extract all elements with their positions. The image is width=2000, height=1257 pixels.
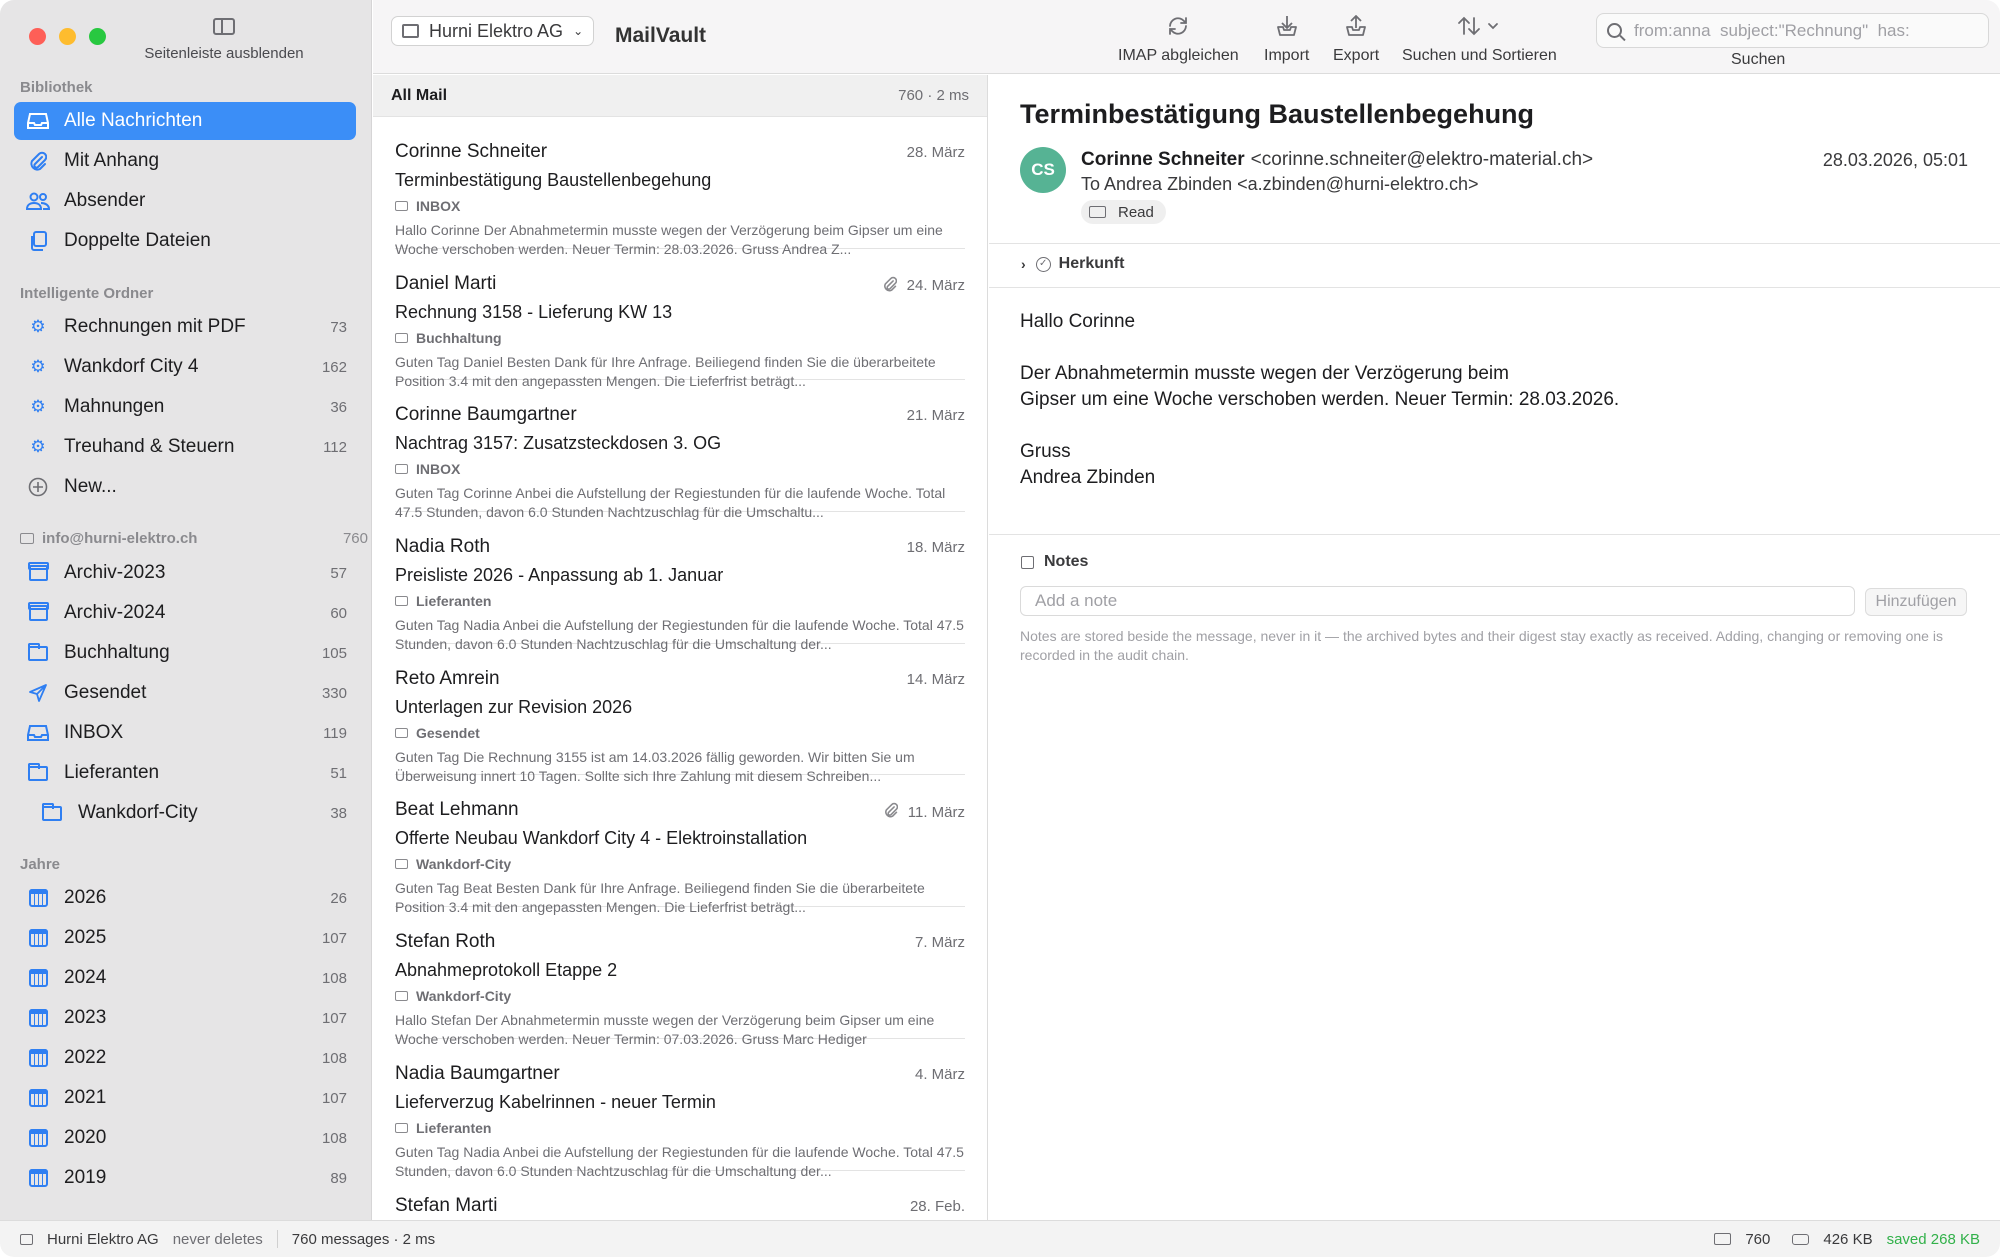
folder-archiv-2023[interactable] xyxy=(14,554,356,592)
smart-folder-gear-icon: ⚙ xyxy=(30,437,46,456)
folder-label: Archiv-2023 xyxy=(64,562,166,583)
sender-name: Corinne Schneiter xyxy=(1081,149,1245,170)
status-saved: saved 268 KB xyxy=(1886,1230,1980,1248)
year-count: 107 xyxy=(321,929,347,947)
message-sender: Corinne Schneiter xyxy=(395,141,548,162)
folder-icon xyxy=(26,643,50,663)
folder-tray-icon xyxy=(395,859,408,869)
message-date: 21. März xyxy=(906,407,965,425)
section-title-account xyxy=(20,530,368,547)
calendar-icon xyxy=(26,888,50,908)
message-subject: Abnahmeprotokoll Etappe 2 xyxy=(395,960,618,981)
message-sender: Stefan Marti xyxy=(395,1194,498,1216)
message-preview: Guten Tag Nadia Anbei die Aufstellung der Regiestunden für die laufende Woche. Total 47.5 Stunden, davon 6.0 Stunden Nachtzuschlag für die Umschaltung der... xyxy=(395,617,964,653)
account-email: info@hurni-elektro.ch xyxy=(42,530,198,547)
year-label: 2022 xyxy=(64,1047,107,1068)
message-folder-label: Wankdorf-City xyxy=(416,856,512,873)
message-folder-label: Gesendet xyxy=(416,724,480,741)
message-sender: Nadia Baumgartner xyxy=(395,1062,560,1084)
archive-box-icon xyxy=(26,603,50,623)
folder-tray-icon xyxy=(395,728,408,738)
smart-folder-mahnungen[interactable] xyxy=(14,388,356,426)
new-smart-folder-label: New... xyxy=(64,476,117,497)
folder-label: Wankdorf-City xyxy=(78,802,198,823)
year-label: 2026 xyxy=(64,887,107,908)
smart-folder-count: 112 xyxy=(323,438,347,456)
smart-folder-wankdorf-city-4[interactable] xyxy=(14,348,356,386)
year-label: 2020 xyxy=(64,1127,107,1148)
read-status-label: Read xyxy=(1118,203,1154,221)
message-folder-label: Lieferanten xyxy=(416,593,492,610)
status-messages: 760 messages · 2 ms xyxy=(291,1230,436,1248)
new-smart-folder-button[interactable] xyxy=(14,468,356,506)
checkmark-seal-icon: ✓ xyxy=(1036,257,1051,272)
message-preview: Hallo Stefan Der Abnahmetermin musste wegen der Verzögerung beim Gipser um eine Woche verschoben werden. Neuer Termin: 07.03.2026. Gruss Marc Hediger xyxy=(395,1012,935,1048)
message-list-header xyxy=(373,75,987,117)
message-date-wrap xyxy=(910,1198,965,1215)
folder-lieferanten[interactable] xyxy=(14,754,356,792)
message-folder-label: INBOX xyxy=(416,198,461,214)
message-row[interactable] xyxy=(395,380,965,521)
search-label: Suchen xyxy=(1731,51,1786,68)
message-date-wrap xyxy=(915,1066,965,1083)
section-title-library: Bibliothek xyxy=(20,79,93,96)
message-date: 18. März xyxy=(906,539,965,557)
message-preview: Guten Tag Corinne Anbei die Aufstellung der Regiestunden für die laufende Woche. Total 47.5 Stunden, davon 6.0 Stunden Nachtzuschlag für die Umschaltu... xyxy=(395,485,946,521)
message-sender: Nadia Roth xyxy=(395,536,491,558)
sidebar-item-alle-nachrichten[interactable] xyxy=(14,102,356,140)
notes-hint: Notes are stored beside the message, never in it — the archived bytes and their digest stay exactly as received. Adding, changing or removing one is recorded in the audit chain. xyxy=(1020,628,1943,663)
smart-folder-count: 162 xyxy=(321,358,347,376)
smart-folder-rechnungen-mit-pdf[interactable] xyxy=(14,308,356,346)
minimize-window-button[interactable] xyxy=(59,28,76,45)
message-preview: Guten Tag Nadia Anbei die Aufstellung der Regiestunden für die laufende Woche. Total 47.5 Stunden, davon 6.0 Stunden Nachtzuschlag für die Umschaltung der... xyxy=(395,1143,964,1179)
status-account: Hurni Elektro AG xyxy=(47,1230,159,1248)
message-folder-label: Wankdorf-City xyxy=(416,988,512,1005)
section-title-smart-folders: Intelligente Ordner xyxy=(20,285,154,302)
sidebar-item-label: Absender xyxy=(64,190,146,211)
message-row[interactable] xyxy=(395,775,965,916)
reader-subject: Terminbestätigung Baustellenbegehung xyxy=(1020,99,1535,129)
message-date: 28. März xyxy=(906,144,965,161)
message-folder xyxy=(395,198,965,214)
year-count: 89 xyxy=(330,1169,347,1187)
folder-label: Lieferanten xyxy=(64,762,160,783)
plus-circle-icon xyxy=(26,477,50,497)
message-subject: Offerte Neubau Wankdorf City 4 - Elektroinstallation xyxy=(395,828,808,849)
message-folder xyxy=(395,988,965,1004)
status-bar xyxy=(0,1220,2000,1257)
message-subject: Lieferverzug Kabelrinnen - neuer Termin xyxy=(395,1091,716,1112)
message-date-wrap xyxy=(907,671,965,688)
message-date: 28. Feb. xyxy=(909,1197,965,1215)
section-title-years: Jahre xyxy=(20,856,61,873)
smart-folder-gear-icon: ⚙ xyxy=(30,357,46,376)
status-size: 426 KB xyxy=(1823,1230,1873,1248)
sidebar-item-label: Doppelte Dateien xyxy=(64,230,211,251)
folder-label: Buchhaltung xyxy=(64,642,170,663)
body-line: Gruss xyxy=(1020,441,1071,462)
account-selector[interactable] xyxy=(391,16,594,46)
folder-label: Archiv-2024 xyxy=(64,602,166,623)
search-sort-button[interactable] xyxy=(1402,14,1557,65)
folder-label: INBOX xyxy=(64,722,124,743)
note-icon xyxy=(1021,556,1034,569)
avatar: CS xyxy=(1020,147,1066,193)
body-line: Andrea Zbinden xyxy=(1020,467,1156,488)
smart-folder-label: Rechnungen mit PDF xyxy=(64,316,246,337)
message-date: 14. März xyxy=(906,670,965,688)
folder-inbox[interactable] xyxy=(14,714,356,752)
export-tray-icon xyxy=(1333,14,1379,42)
toolbar xyxy=(373,0,2000,74)
export-label: Export xyxy=(1333,47,1380,64)
folder-buchhaltung[interactable] xyxy=(14,634,356,672)
year-count: 107 xyxy=(321,1089,347,1107)
message-folder-label: Buchhaltung xyxy=(416,329,502,346)
folder-count: 119 xyxy=(323,724,347,742)
folder-count: 51 xyxy=(330,764,347,782)
import-tray-icon xyxy=(1264,14,1309,42)
year-2026[interactable] xyxy=(14,879,356,917)
year-2025[interactable] xyxy=(14,919,356,957)
folder-count: 57 xyxy=(330,564,347,582)
message-preview: Hallo Corinne Der Abnahmetermin musste wegen der Verzögerung beim Gipser um eine Woche verschoben werden. Neuer Termin: 28.03.2026. Gruss Andrea Z... xyxy=(395,222,943,257)
message-date-wrap xyxy=(884,802,965,822)
year-count: 108 xyxy=(321,969,347,987)
message-date: 24. März xyxy=(906,277,965,295)
window-controls xyxy=(29,28,106,45)
add-note-button[interactable]: Hinzufügen xyxy=(1865,588,1967,616)
smart-folder-label: Mahnungen xyxy=(64,396,165,417)
status-count: 760 xyxy=(1745,1230,1771,1248)
message-subject: Unterlagen zur Revision 2026 xyxy=(395,696,633,717)
folder-tray-icon xyxy=(395,333,408,343)
chevron-right-icon: › xyxy=(1021,256,1026,272)
year-label: 2021 xyxy=(64,1087,107,1108)
year-label: 2025 xyxy=(64,927,107,948)
search-sort-label: Suchen und Sortieren xyxy=(1402,47,1557,64)
sidebar-item-absender[interactable] xyxy=(14,182,356,220)
add-note-input[interactable] xyxy=(1020,586,1855,616)
account-box-icon xyxy=(402,24,419,38)
message-subject: Rechnung 3158 - Lieferung KW 13 xyxy=(395,301,673,322)
folder-wankdorf-city[interactable] xyxy=(28,794,356,832)
smart-folder-count: 73 xyxy=(330,318,347,336)
message-list-meta: 760 · 2 ms xyxy=(898,87,969,104)
message-sender: Beat Lehmann xyxy=(395,799,519,821)
message-date-wrap xyxy=(915,934,965,951)
message-date-wrap xyxy=(907,144,965,161)
export-button[interactable] xyxy=(1333,14,1379,65)
message-folder xyxy=(395,593,965,609)
message-date: 11. März xyxy=(907,803,965,821)
year-2023[interactable] xyxy=(14,999,356,1037)
imap-sync-button[interactable] xyxy=(1118,14,1239,65)
message-preview: Guten Tag Daniel Besten Dank für Ihre Anfrage. Beiliegend finden Sie die überarbeitete Position 3.4 mit den angepassten Mengen. Die Lieferfrist beträgt... xyxy=(395,353,936,389)
body-line: Der Abnahmetermin musste wegen der Verzögerung beim xyxy=(1020,363,1509,384)
calendar-icon xyxy=(26,968,50,988)
folder-tray-icon xyxy=(395,464,408,474)
people-icon xyxy=(26,191,50,211)
toggle-sidebar-label: Seitenleiste ausblenden xyxy=(144,45,304,62)
year-2020[interactable] xyxy=(14,1119,356,1157)
sidebar-item-mit-anhang[interactable] xyxy=(14,142,356,180)
message-subject: Nachtrag 3157: Zusatzsteckdosen 3. OG xyxy=(395,433,722,454)
message-subject: Preisliste 2026 - Anpassung ab 1. Januar xyxy=(395,565,724,586)
year-count: 108 xyxy=(321,1049,347,1067)
calendar-icon xyxy=(26,1088,50,1108)
import-label: Import xyxy=(1264,47,1310,64)
folder-icon xyxy=(26,763,50,783)
folder-count: 38 xyxy=(330,804,347,822)
body-line xyxy=(1020,413,1619,439)
message-row[interactable] xyxy=(395,249,965,389)
message-row[interactable] xyxy=(395,644,965,784)
year-label: 2023 xyxy=(64,1007,107,1028)
envelope-open-icon xyxy=(1089,206,1106,218)
smart-folder-gear-icon: ⚙ xyxy=(30,317,46,336)
paperclip-icon xyxy=(883,276,897,296)
sidebar-item-label: Mit Anhang xyxy=(64,150,160,171)
envelope-icon xyxy=(1714,1233,1731,1245)
herkunft-label: Herkunft xyxy=(1058,255,1125,272)
message-sender: Reto Amrein xyxy=(395,667,500,689)
sidebar xyxy=(0,0,372,1220)
sender-address[interactable]: <corinne.schneiter@elektro-material.ch> xyxy=(1250,149,1594,170)
message-folder-label: Lieferanten xyxy=(416,1119,492,1136)
message-sender: Corinne Baumgartner xyxy=(395,404,577,426)
close-window-button[interactable] xyxy=(29,28,46,45)
message-folder xyxy=(395,725,965,741)
app-title: MailVault xyxy=(615,24,707,47)
message-preview: Guten Tag Beat Besten Dank für Ihre Anfrage. Beiliegend finden Sie die überarbeitete Position 3.4 mit den angepassten Mengen. Die Lieferfrist beträgt... xyxy=(395,880,925,916)
message-row[interactable] xyxy=(395,512,965,653)
message-date: 4. März xyxy=(914,1065,965,1083)
calendar-icon xyxy=(26,1168,50,1188)
year-count: 108 xyxy=(321,1129,347,1147)
message-row[interactable] xyxy=(395,907,965,1048)
account-selector-label: Hurni Elektro AG xyxy=(429,20,564,41)
sort-arrows-icon xyxy=(1402,14,1557,42)
paperclip-icon xyxy=(884,802,898,822)
divider xyxy=(989,534,2000,535)
divider xyxy=(989,243,2000,244)
calendar-icon xyxy=(26,1128,50,1148)
status-right xyxy=(1714,1231,1980,1248)
reader-from xyxy=(1081,149,1593,171)
duplicate-icon xyxy=(26,231,50,251)
divider xyxy=(989,287,2000,288)
message-sender: Daniel Marti xyxy=(395,272,497,294)
smart-folder-label: Treuhand & Steuern xyxy=(64,436,235,457)
account-count: 760 xyxy=(342,530,368,547)
year-2022[interactable] xyxy=(14,1039,356,1077)
message-folder-label: INBOX xyxy=(416,461,461,478)
smart-folder-label: Wankdorf City 4 xyxy=(64,356,199,377)
body-line: Hallo Corinne xyxy=(1020,311,1136,332)
folder-count: 60 xyxy=(330,604,347,622)
notes-title-label: Notes xyxy=(1044,553,1089,570)
message-date: 7. März xyxy=(914,934,965,952)
calendar-icon xyxy=(26,928,50,948)
status-policy: never deletes xyxy=(172,1230,263,1248)
calendar-icon xyxy=(26,1008,50,1028)
message-list xyxy=(373,75,988,1220)
smart-folder-gear-icon: ⚙ xyxy=(30,397,46,416)
folder-tray-icon xyxy=(395,596,408,606)
body-line: Gipser um eine Woche verschoben werden. Neuer Termin: 28.03.2026. xyxy=(1020,389,1620,410)
message-subject: Terminbestätigung Baustellenbegehung xyxy=(395,170,712,190)
message-row[interactable] xyxy=(395,1171,965,1221)
zoom-window-button[interactable] xyxy=(89,28,106,45)
year-count: 26 xyxy=(330,889,347,907)
calendar-icon xyxy=(26,1048,50,1068)
read-status-badge xyxy=(1081,200,1166,224)
message-row[interactable] xyxy=(395,117,965,257)
message-body xyxy=(1020,309,1619,491)
reader-date: 28.03.2026, 05:01 xyxy=(1822,150,1968,170)
year-count: 107 xyxy=(321,1009,347,1027)
folder-gesendet[interactable] xyxy=(14,674,356,712)
message-folder xyxy=(395,1120,965,1136)
smart-folder-count: 36 xyxy=(330,398,347,416)
sidebar-item-label: Alle Nachrichten xyxy=(64,110,203,131)
message-row[interactable] xyxy=(395,1039,965,1179)
archive-box-icon xyxy=(26,563,50,583)
folder-tray-icon xyxy=(395,201,408,211)
toggle-sidebar-button[interactable] xyxy=(134,18,314,63)
folder-icon xyxy=(40,803,64,823)
reader-recipient: To Andrea Zbinden <a.zbinden@hurni-elektro.ch> xyxy=(1081,174,1479,194)
message-list-title: All Mail xyxy=(391,86,448,104)
folder-tray-icon xyxy=(395,991,408,1001)
sync-icon xyxy=(1118,14,1239,42)
search-field[interactable] xyxy=(1596,13,1989,48)
message-date-wrap xyxy=(883,276,965,296)
message-date-wrap xyxy=(907,407,965,424)
account-box-icon xyxy=(20,533,34,544)
search-icon xyxy=(1607,23,1622,38)
folder-count: 105 xyxy=(321,644,347,662)
message-folder xyxy=(395,330,965,346)
message-date-wrap xyxy=(907,539,965,556)
paperclip-icon xyxy=(26,151,50,171)
message-folder xyxy=(395,856,965,872)
year-2024[interactable] xyxy=(14,959,356,997)
search-input[interactable] xyxy=(1634,21,1974,41)
disk-icon xyxy=(1792,1234,1809,1245)
year-2021[interactable] xyxy=(14,1079,356,1117)
account-box-icon xyxy=(20,1234,33,1245)
sidebar-icon xyxy=(213,18,235,35)
imap-sync-label: IMAP abgleichen xyxy=(1118,47,1239,64)
tray-icon xyxy=(26,111,50,131)
sidebar-item-doppelte-dateien[interactable] xyxy=(14,222,356,260)
message-reader xyxy=(989,75,2000,1220)
year-label: 2024 xyxy=(64,967,107,988)
smart-folder-treuhand-steuern[interactable] xyxy=(14,428,356,466)
message-preview: Guten Tag Die Rechnung 3155 ist am 14.03.2026 fällig geworden. Wir bitten Sie um Überweisung innert 10 Tagen. Sollte sich Ihre Zahlung mit diesem Schreiben... xyxy=(395,748,915,784)
message-sender: Stefan Roth xyxy=(395,931,496,953)
year-2019[interactable] xyxy=(14,1159,356,1197)
notes-section-title xyxy=(1021,553,1088,571)
inbox-icon xyxy=(26,723,50,743)
paperplane-icon xyxy=(26,683,50,703)
herkunft-disclosure[interactable] xyxy=(1021,255,1124,273)
folder-count: 330 xyxy=(321,684,347,702)
divider xyxy=(277,1230,278,1248)
folder-archiv-2024[interactable] xyxy=(14,594,356,632)
chevron-down-icon: ⌄ xyxy=(573,24,584,38)
folder-tray-icon xyxy=(395,1123,408,1133)
import-button[interactable] xyxy=(1264,14,1309,65)
folder-label: Gesendet xyxy=(64,682,147,703)
message-folder xyxy=(395,461,965,477)
year-label: 2019 xyxy=(64,1167,107,1188)
body-line xyxy=(1020,335,1619,361)
